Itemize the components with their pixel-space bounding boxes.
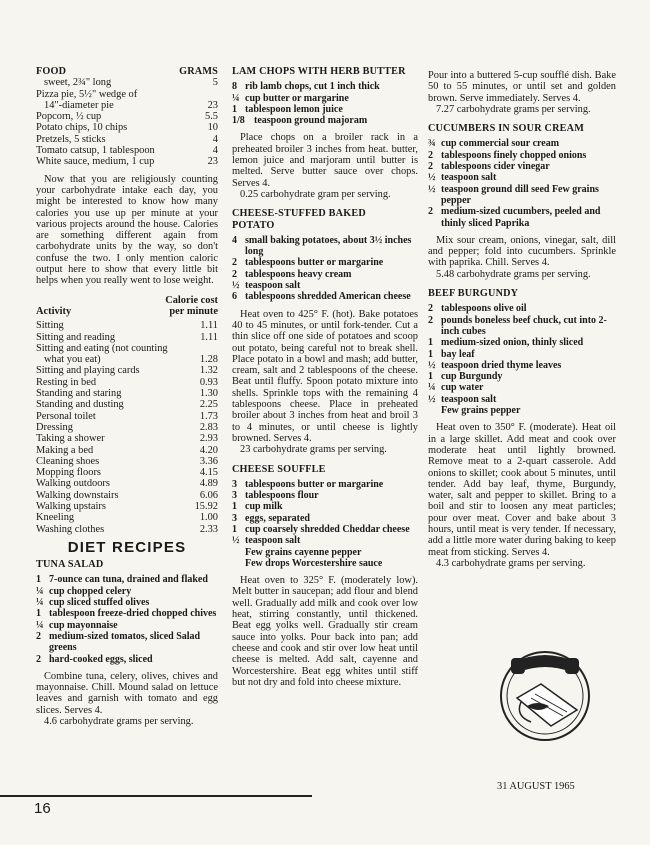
ingredient-quantity: ¼: [36, 585, 44, 597]
food-grams: 10: [207, 122, 218, 134]
food-row: [36, 156, 218, 167]
food-name: White sauce, medium, 1 cup: [36, 156, 155, 168]
ingredient-text: cup chopped celery: [49, 585, 132, 597]
activity-name: Cleaning shoes: [36, 455, 100, 467]
ingredient-text: Few drops Worcestershire sauce: [245, 557, 383, 569]
activity-table: [36, 320, 218, 535]
ingredient-text: teaspoon salt: [245, 280, 301, 292]
ingredient-quantity: 2: [36, 630, 41, 642]
activity-row: [36, 354, 218, 365]
ingredient-item: [428, 371, 616, 382]
ingredient-text: cup Burgundy: [441, 371, 503, 383]
ingredient-text: tablespoons flour: [245, 490, 319, 502]
carbs-cucumbers: 5.48 carbohydrate grams per serving.: [436, 268, 591, 280]
ingredient-item: [428, 303, 616, 314]
activity-value: 2.83: [199, 421, 218, 433]
ingredient-text: 7-ounce can tuna, drained and flaked: [49, 574, 208, 586]
activity-value: 2.93: [199, 433, 218, 445]
activity-value: 2.25: [199, 399, 218, 411]
activity-value: 1.11: [200, 320, 218, 332]
food-table-header: [36, 66, 218, 77]
ingredient-text: cup butter or margarine: [245, 92, 349, 104]
ingredient-quantity: 2: [232, 268, 237, 280]
ingredient-text: teaspoon salt: [245, 535, 301, 547]
recipe-title-cheese-potato-line2: POTATO: [232, 219, 275, 231]
directions-lamb-chops: Place chops on a broiler rack in a preheated broiler 3 inches from heat. butter, lemon juice and marjoram until butter is melted. Serve butter sauce over chops. Serves 4.: [232, 132, 418, 189]
ingredient-quantity: 3: [232, 478, 237, 490]
food-row: [36, 134, 218, 145]
food-row: [36, 100, 218, 111]
ingredient-quantity: ½: [232, 535, 240, 547]
ingredient-text: tablespoons cider vinegar: [441, 161, 550, 173]
ingredient-text: cup mayonnaise: [49, 619, 118, 631]
carbs-cheese-souffle: 7.27 carbohydrate grams per serving.: [436, 103, 591, 115]
carbs-lamb-chops: 0.25 carbohydrate gram per serving.: [240, 188, 391, 200]
ingredient-quantity: [232, 558, 245, 569]
ingredients-cheese-souffle: [232, 479, 418, 569]
directions-beef-burgundy: Heat oven to 350° F. (moderate). Heat oil in a large skillet. Add meat and cook over moderate heat until lightly browned. Remove meat to a 2-quart casserole. Add onions to skillet; cook about 5 minutes, until tender. Add bay leaf, thyme, Burgundy, water, salt and pepper to skillet. Bring to a boil and stir to loosen any meat particles; pour over meat. Cover and bake about 3 hours, until meat is very tender. If necessary, add a little more water during baking to keep meat from sticking. Serves 4.: [428, 422, 616, 558]
food-name: Potato chips, 10 chips: [36, 122, 128, 134]
ingredient-quantity: 1: [36, 574, 41, 586]
ingredient-quantity: 6: [232, 291, 237, 303]
ingredient-item: [232, 104, 418, 115]
directions-cucumbers: Mix sour cream, onions, vinegar, salt, dill and pepper; fold into cucumbers. Sprinkle with paprika. Chill. Serves 4.: [428, 234, 616, 269]
calorie-cost-header-line2: per minute: [169, 305, 218, 317]
ingredient-text: tablespoons olive oil: [441, 303, 527, 315]
activity-row: [36, 377, 218, 388]
activity-value: 4.89: [199, 478, 218, 490]
ingredient-quantity: ½: [428, 359, 436, 371]
ingredient-item: [232, 558, 418, 569]
activity-row: [36, 490, 218, 501]
ingredient-quantity: ½: [428, 393, 436, 405]
activity-value: 1.00: [199, 512, 218, 524]
ingredient-item: [232, 257, 418, 268]
column-middle: [232, 66, 418, 688]
activity-row: [36, 320, 218, 331]
activity-name: Making a bed: [36, 444, 94, 456]
food-name: Popcorn, ½ cup: [36, 111, 102, 123]
ingredient-item: [428, 138, 616, 149]
ingredient-item: [232, 81, 418, 92]
ingredient-quantity: 2: [428, 314, 433, 326]
page-number: 16: [34, 800, 51, 817]
ingredients-tuna-salad: [36, 574, 218, 664]
food-row: [36, 77, 218, 88]
activity-row: [36, 433, 218, 444]
ingredient-text: Few grains cayenne pepper: [245, 546, 362, 558]
ingredient-text: medium-sized cucumbers, peeled and thinly sliced Paprika: [441, 206, 601, 229]
carbs-beef-burgundy: 4.3 carbohydrate grams per serving.: [436, 557, 586, 569]
food-name: 14"-diameter pie: [44, 99, 114, 111]
ingredient-text: tablespoon lemon juice: [245, 103, 343, 115]
recipe-title-cucumbers: CUCUMBERS IN SOUR CREAM: [428, 123, 585, 135]
ingredient-text: teaspoon ground majoram: [254, 115, 368, 127]
ingredient-text: cup milk: [245, 501, 283, 513]
ingredient-text: cup sliced stuffed olives: [49, 597, 150, 609]
ingredient-item: [232, 490, 418, 501]
ingredient-text: teaspoon salt: [441, 172, 497, 184]
ingredients-cucumbers: [428, 138, 616, 228]
activity-value: 4.20: [199, 444, 218, 456]
food-row: [36, 89, 218, 100]
ingredient-item: [428, 315, 616, 338]
ingredient-quantity: ½: [232, 280, 240, 292]
ingredient-text: tablespoons butter or margarine: [245, 257, 384, 269]
ingredient-quantity: 1: [36, 608, 41, 620]
activity-name: Standing and dusting: [36, 399, 124, 411]
activity-row: [36, 512, 218, 523]
activity-name: Sitting: [36, 320, 64, 332]
ingredient-item: [36, 620, 218, 631]
ingredient-text: pounds boneless beef chuck, cut into 2-inch cubes: [441, 314, 607, 337]
activity-value: 2.33: [199, 523, 218, 535]
ingredient-quantity: 1/8: [232, 115, 245, 127]
ingredient-item: [428, 394, 616, 405]
food-grams: 5.5: [205, 111, 218, 123]
recipe-title-lamb-chops: LAM CHOPS WITH HERB BUTTER: [232, 66, 406, 77]
ingredient-text: bay leaf: [441, 348, 475, 360]
activity-name: Sitting and reading: [36, 331, 116, 343]
ingredient-text: hard-cooked eggs, sliced: [49, 653, 153, 665]
recipe-title-cheese-souffle: CHEESE SOUFFLE: [232, 463, 326, 475]
ingredient-item: [232, 535, 418, 546]
telephone-icon: [491, 640, 599, 748]
ingredient-quantity: ¼: [36, 619, 44, 631]
intro-paragraph: Now that you are religiously counting your carbohydrate intake each day, you might be interested to know how many calories you use up per minute at your various projects around the house. Calories are something different again from carbohydrate units by the way, so don't confuse the two. I only mention caloric output here to show that every little bit helps when you really went to lose weight.: [36, 173, 218, 287]
ingredient-quantity: 4: [232, 234, 237, 246]
ingredient-quantity: 3: [232, 512, 237, 524]
grams-header: GRAMS: [179, 66, 218, 77]
ingredient-item: [232, 479, 418, 490]
activity-table-header: [36, 295, 218, 318]
ingredient-quantity: 1: [232, 523, 237, 535]
ingredient-quantity: ½: [428, 172, 436, 184]
food-grams: [196, 89, 218, 100]
activity-name: Sitting and eating (not counting: [36, 342, 168, 354]
ingredient-item: [428, 184, 616, 207]
ingredients-cheese-potato: [232, 235, 418, 303]
food-grams: 4: [212, 133, 218, 145]
activity-name: Walking upstairs: [36, 500, 106, 512]
food-row: [36, 145, 218, 156]
ingredient-item: [428, 337, 616, 348]
activity-row: [36, 422, 218, 433]
activity-header: Activity: [36, 305, 72, 317]
recipe-title-cheese-potato: [232, 208, 418, 231]
ingredient-item: [36, 631, 218, 654]
ingredient-text: cup water: [441, 382, 484, 394]
section-title: DIET RECIPES: [67, 538, 187, 556]
activity-row: [36, 365, 218, 376]
ingredient-item: [428, 360, 616, 371]
directions-cheese-potato: Heat oven to 425° F. (hot). Bake potatoes 40 to 45 minutes, or until fork-tender. Cut a thin slice off one side of potatoes and scoop out potato, being careful not to break shell. Place potato in a bowl and mash; add butter, cream, salt and 2 tablespoons of the cheese. Beat until fluffy. Spoon potato mixture into shells. Sprinkle tops with the remaining 4 tablespoons cheese. Place in preheated broiler about 3 inches from heat and broil 3 to 4 minutes, or until cheese is lightly browned. Serves 4.: [232, 308, 418, 444]
recipe-title-tuna-salad: TUNA SALAD: [36, 559, 104, 571]
ingredient-item: [232, 269, 418, 280]
ingredient-text: teaspoon ground dill seed Few grains pepper: [441, 183, 599, 206]
food-name: Tomato catsup, 1 tablespoon: [36, 145, 155, 157]
calorie-cost-header-line1: Calorie cost: [165, 294, 218, 306]
ingredient-text: cup coarsely shredded Cheddar cheese: [245, 523, 410, 535]
ingredient-text: teaspoon dried thyme leaves: [441, 359, 562, 371]
ingredient-quantity: 8: [232, 81, 237, 93]
activity-value: 15.92: [194, 500, 218, 512]
activity-name: Washing clothes: [36, 523, 105, 535]
ingredient-text: medium-sized onion, thinly sliced: [441, 337, 584, 349]
directions-cheese-souffle-part2: Pour into a buttered 5-cup soufflé dish. Bake 50 to 55 minutes, or until set and golden brown. Serve immediately. Serves 4.: [428, 70, 616, 104]
ingredient-item: [232, 524, 418, 535]
activity-row: [36, 343, 218, 354]
activity-name: Personal toilet: [36, 410, 96, 422]
ingredient-item: [36, 654, 218, 665]
column-right: [428, 70, 616, 569]
ingredient-quantity: 1: [232, 103, 237, 115]
ingredient-item: [232, 513, 418, 524]
activity-row: [36, 501, 218, 512]
ingredient-quantity: 1: [428, 337, 433, 349]
ingredient-text: tablespoons shredded American cheese: [245, 291, 411, 303]
ingredient-item: [428, 382, 616, 393]
activity-value: 1.73: [199, 410, 218, 422]
activity-row: [36, 478, 218, 489]
ingredient-quantity: 2: [36, 653, 41, 665]
activity-value: 1.32: [199, 365, 218, 377]
ingredient-item: [36, 574, 218, 585]
ingredient-quantity: [428, 405, 441, 416]
food-name: sweet, 2¾" long: [44, 77, 112, 89]
calorie-cost-header: [165, 295, 218, 318]
ingredient-quantity: 2: [428, 206, 433, 218]
ingredient-item: [232, 291, 418, 302]
ingredient-quantity: 2: [428, 149, 433, 161]
recipe-title-beef-burgundy: BEEF BURGUNDY: [428, 288, 519, 300]
food-name: Pretzels, 5 sticks: [36, 133, 106, 145]
activity-value: 3.36: [199, 455, 218, 467]
activity-row: [36, 467, 218, 478]
ingredient-text: small baking potatoes, about 3½ inches long: [245, 234, 412, 258]
ingredient-item: [428, 161, 616, 172]
activity-name: Kneeling: [36, 512, 75, 524]
ingredient-item: [232, 280, 418, 291]
activity-value: 1.11: [200, 331, 218, 343]
ingredient-item: [428, 206, 616, 229]
ingredient-text: tablespoons butter or margarine: [245, 478, 384, 490]
activity-name: Walking outdoors: [36, 478, 110, 490]
activity-name: Resting in bed: [36, 376, 97, 388]
footer-rule: [0, 795, 312, 797]
activity-row: [36, 411, 218, 422]
issue-date: 31 AUGUST 1965: [497, 781, 575, 792]
activity-row: [36, 524, 218, 535]
ingredient-quantity: 1: [428, 371, 433, 383]
activity-value: 4.15: [199, 467, 218, 479]
ingredient-item: [428, 349, 616, 360]
activity-name: Sitting and playing cards: [36, 365, 140, 377]
ingredient-quantity: 3: [232, 490, 237, 502]
ingredient-item: [428, 172, 616, 183]
activity-value: 6.06: [199, 489, 218, 501]
ingredient-quantity: 2: [232, 257, 237, 269]
ingredient-text: tablespoons heavy cream: [245, 268, 352, 280]
ingredient-item: [232, 235, 418, 258]
activity-name: Mopping floors: [36, 467, 101, 479]
ingredient-quantity: 2: [428, 303, 433, 315]
carbs-cheese-potato: 23 carbohydrate grams per serving.: [240, 444, 387, 456]
ingredient-quantity: 2: [428, 161, 433, 173]
ingredient-item: [36, 586, 218, 597]
food-row: [36, 122, 218, 133]
ingredient-text: tablespoons finely chopped onions: [441, 149, 587, 161]
food-table: [36, 77, 218, 167]
ingredient-text: teaspoon salt: [441, 393, 497, 405]
activity-name: Standing and staring: [36, 388, 122, 400]
ingredient-quantity: 1: [232, 501, 237, 513]
food-name: Pizza pie, 5½" wedge of: [36, 88, 138, 100]
activity-name: what you eat): [44, 354, 101, 366]
activity-row: [36, 399, 218, 410]
ingredient-quantity: ¼: [428, 382, 436, 394]
activity-name: Walking downstairs: [36, 489, 119, 501]
telephone-illustration: [491, 640, 599, 748]
ingredient-quantity: [232, 547, 245, 558]
activity-value: 1.28: [199, 354, 218, 366]
directions-cheese-souffle-part1: Heat oven to 325° F. (moderately low). Melt butter in saucepan; add flour and blend well. Gradually add milk and cook over low heat, stirring constantly, until thickened. Beat egg yolks well. Gradually stir cream sauce into yolks. Pour back into pan; add cheese and cook and stir over low heat until cheese is melted. Add salt, cayenne and Worcestershire. Beat egg whites until stiff but not dry and fold into cheese mixture.: [232, 575, 418, 688]
ingredient-item: [232, 501, 418, 512]
activity-name: Taking a shower: [36, 433, 105, 445]
ingredient-quantity: ¼: [232, 92, 240, 104]
carbs-tuna-salad: 4.6 carbohydrate grams per serving.: [44, 716, 194, 728]
activity-name: Dressing: [36, 421, 73, 433]
food-grams: 23: [207, 99, 218, 111]
ingredient-item: [36, 597, 218, 608]
column-left: [36, 66, 218, 727]
ingredient-quantity: 1: [428, 348, 433, 360]
ingredients-beef-burgundy: [428, 303, 616, 416]
ingredient-text: cup commercial sour cream: [441, 138, 560, 150]
ingredient-text: medium-sized tomatos, sliced Salad greens: [49, 630, 201, 654]
ingredient-item: [36, 608, 218, 619]
activity-value: 0.93: [199, 376, 218, 388]
recipe-title-cheese-potato-line1: CHEESE-STUFFED BAKED: [232, 208, 366, 220]
activity-row: [36, 456, 218, 467]
ingredient-text: Few grains pepper: [441, 405, 521, 417]
directions-tuna-salad: Combine tuna, celery, olives, chives and mayonnaise. Chill. Mound salad on lettuce leaves and garnish with tomato and egg slices. Serves 4.: [36, 670, 218, 716]
ingredient-quantity: ½: [428, 183, 436, 195]
food-grams: 4: [212, 145, 218, 157]
ingredient-item: [428, 405, 616, 416]
activity-row: [36, 332, 218, 343]
food-grams: 23: [207, 156, 218, 168]
ingredient-item: [232, 93, 418, 104]
food-row: [36, 111, 218, 122]
ingredient-text: rib lamb chops, cut 1 inch thick: [245, 81, 380, 93]
food-grams: 5: [212, 77, 218, 89]
ingredient-item: [232, 547, 418, 558]
ingredient-item: [232, 115, 418, 126]
ingredient-item: [428, 150, 616, 161]
ingredient-quantity: ¼: [36, 597, 44, 609]
activity-row: [36, 388, 218, 399]
activity-row: [36, 445, 218, 456]
activity-value: 1.30: [199, 388, 218, 400]
ingredients-lamb-chops: [232, 81, 418, 126]
ingredient-text: tablespoon freeze-dried chopped chives: [49, 608, 217, 620]
food-header: FOOD: [36, 66, 67, 77]
ingredient-text: eggs, separated: [245, 512, 310, 524]
ingredient-quantity: ¾: [428, 138, 436, 150]
